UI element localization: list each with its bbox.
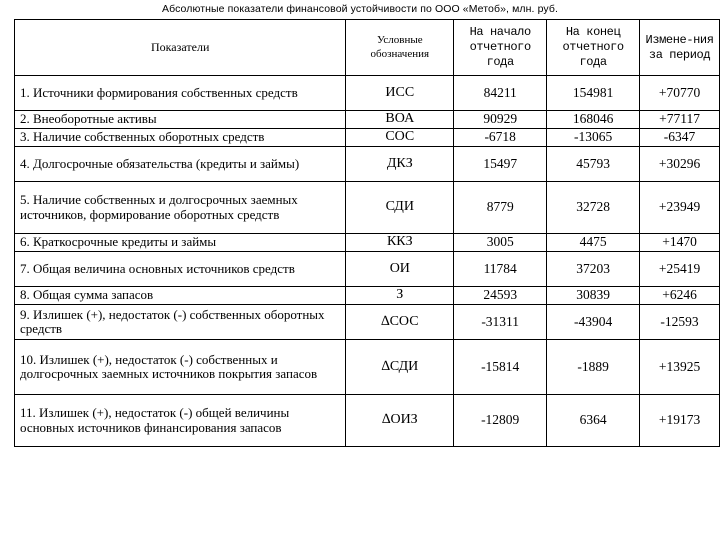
row-start: -15814 <box>454 340 547 395</box>
table-row <box>15 234 720 252</box>
table-header-row <box>15 20 720 76</box>
header-start-of-year: На начало отчетного года <box>454 20 547 76</box>
row-code: ∆СОС <box>346 305 454 340</box>
row-start: -6718 <box>454 129 547 147</box>
header-indicators: Показатели <box>15 20 346 76</box>
row-start: 84211 <box>454 76 547 111</box>
row-code: ВОА <box>346 111 454 129</box>
row-change: +25419 <box>640 252 720 287</box>
row-end: 168046 <box>547 111 640 129</box>
row-name: 7. Общая величина основных источников средств <box>15 252 346 287</box>
row-start: 3005 <box>454 234 547 252</box>
row-change: +6246 <box>640 287 720 305</box>
row-code: ДКЗ <box>346 147 454 182</box>
financial-stability-table <box>14 19 720 447</box>
table-row <box>15 252 720 287</box>
row-start: 11784 <box>454 252 547 287</box>
row-end: -1889 <box>547 340 640 395</box>
row-end: 37203 <box>547 252 640 287</box>
row-end: 30839 <box>547 287 640 305</box>
row-start: 8779 <box>454 182 547 234</box>
table-row <box>15 129 720 147</box>
row-end: 4475 <box>547 234 640 252</box>
header-change: Измене-ния за период <box>640 20 720 76</box>
row-change: +1470 <box>640 234 720 252</box>
table-row <box>15 111 720 129</box>
row-start: 90929 <box>454 111 547 129</box>
row-change: +30296 <box>640 147 720 182</box>
row-code: СОС <box>346 129 454 147</box>
row-change: -12593 <box>640 305 720 340</box>
table-row <box>15 340 720 395</box>
row-name: 6. Краткосрочные кредиты и займы <box>15 234 346 252</box>
row-code: З <box>346 287 454 305</box>
row-start: -12809 <box>454 395 547 447</box>
header-symbols: Условные обозначения <box>346 20 454 76</box>
row-end: 154981 <box>547 76 640 111</box>
row-end: -13065 <box>547 129 640 147</box>
row-change: -6347 <box>640 129 720 147</box>
row-code: ∆ОИЗ <box>346 395 454 447</box>
row-end: -43904 <box>547 305 640 340</box>
row-code: СДИ <box>346 182 454 234</box>
table-row <box>15 305 720 340</box>
row-name: 9. Излишек (+), недостаток (-) собственных оборотных средств <box>15 305 346 340</box>
row-name: 1. Источники формирования собственных средств <box>15 76 346 111</box>
table-row <box>15 182 720 234</box>
row-change: +77117 <box>640 111 720 129</box>
row-change: +19173 <box>640 395 720 447</box>
row-code: ККЗ <box>346 234 454 252</box>
row-name: 8. Общая сумма запасов <box>15 287 346 305</box>
row-end: 45793 <box>547 147 640 182</box>
row-code: ИСС <box>346 76 454 111</box>
table-row <box>15 395 720 447</box>
row-start: -31311 <box>454 305 547 340</box>
table-title: Абсолютные показатели финансовой устойчивости по ООО «Метоб», млн. руб. <box>161 3 558 15</box>
row-name: 5. Наличие собственных и долгосрочных заемных источников, формирование оборотных средств <box>15 182 346 234</box>
row-change: +70770 <box>640 76 720 111</box>
row-name: 4. Долгосрочные обязательства (кредиты и займы) <box>15 147 346 182</box>
row-name: 3. Наличие собственных оборотных средств <box>15 129 346 147</box>
row-change: +13925 <box>640 340 720 395</box>
table-row <box>15 76 720 111</box>
row-start: 24593 <box>454 287 547 305</box>
row-name: 10. Излишек (+), недостаток (-) собственных и долгосрочных заемных источников покрытия запасов <box>15 340 346 395</box>
row-change: +23949 <box>640 182 720 234</box>
header-end-of-year: На конец отчетного года <box>547 20 640 76</box>
row-name: 2. Внеоборотные активы <box>15 111 346 129</box>
row-name: 11. Излишек (+), недостаток (-) общей величины основных источников финансирования запасов <box>15 395 346 447</box>
row-end: 32728 <box>547 182 640 234</box>
row-start: 15497 <box>454 147 547 182</box>
row-code: ∆СДИ <box>346 340 454 395</box>
row-code: ОИ <box>346 252 454 287</box>
table-row <box>15 147 720 182</box>
table-row <box>15 287 720 305</box>
row-end: 6364 <box>547 395 640 447</box>
